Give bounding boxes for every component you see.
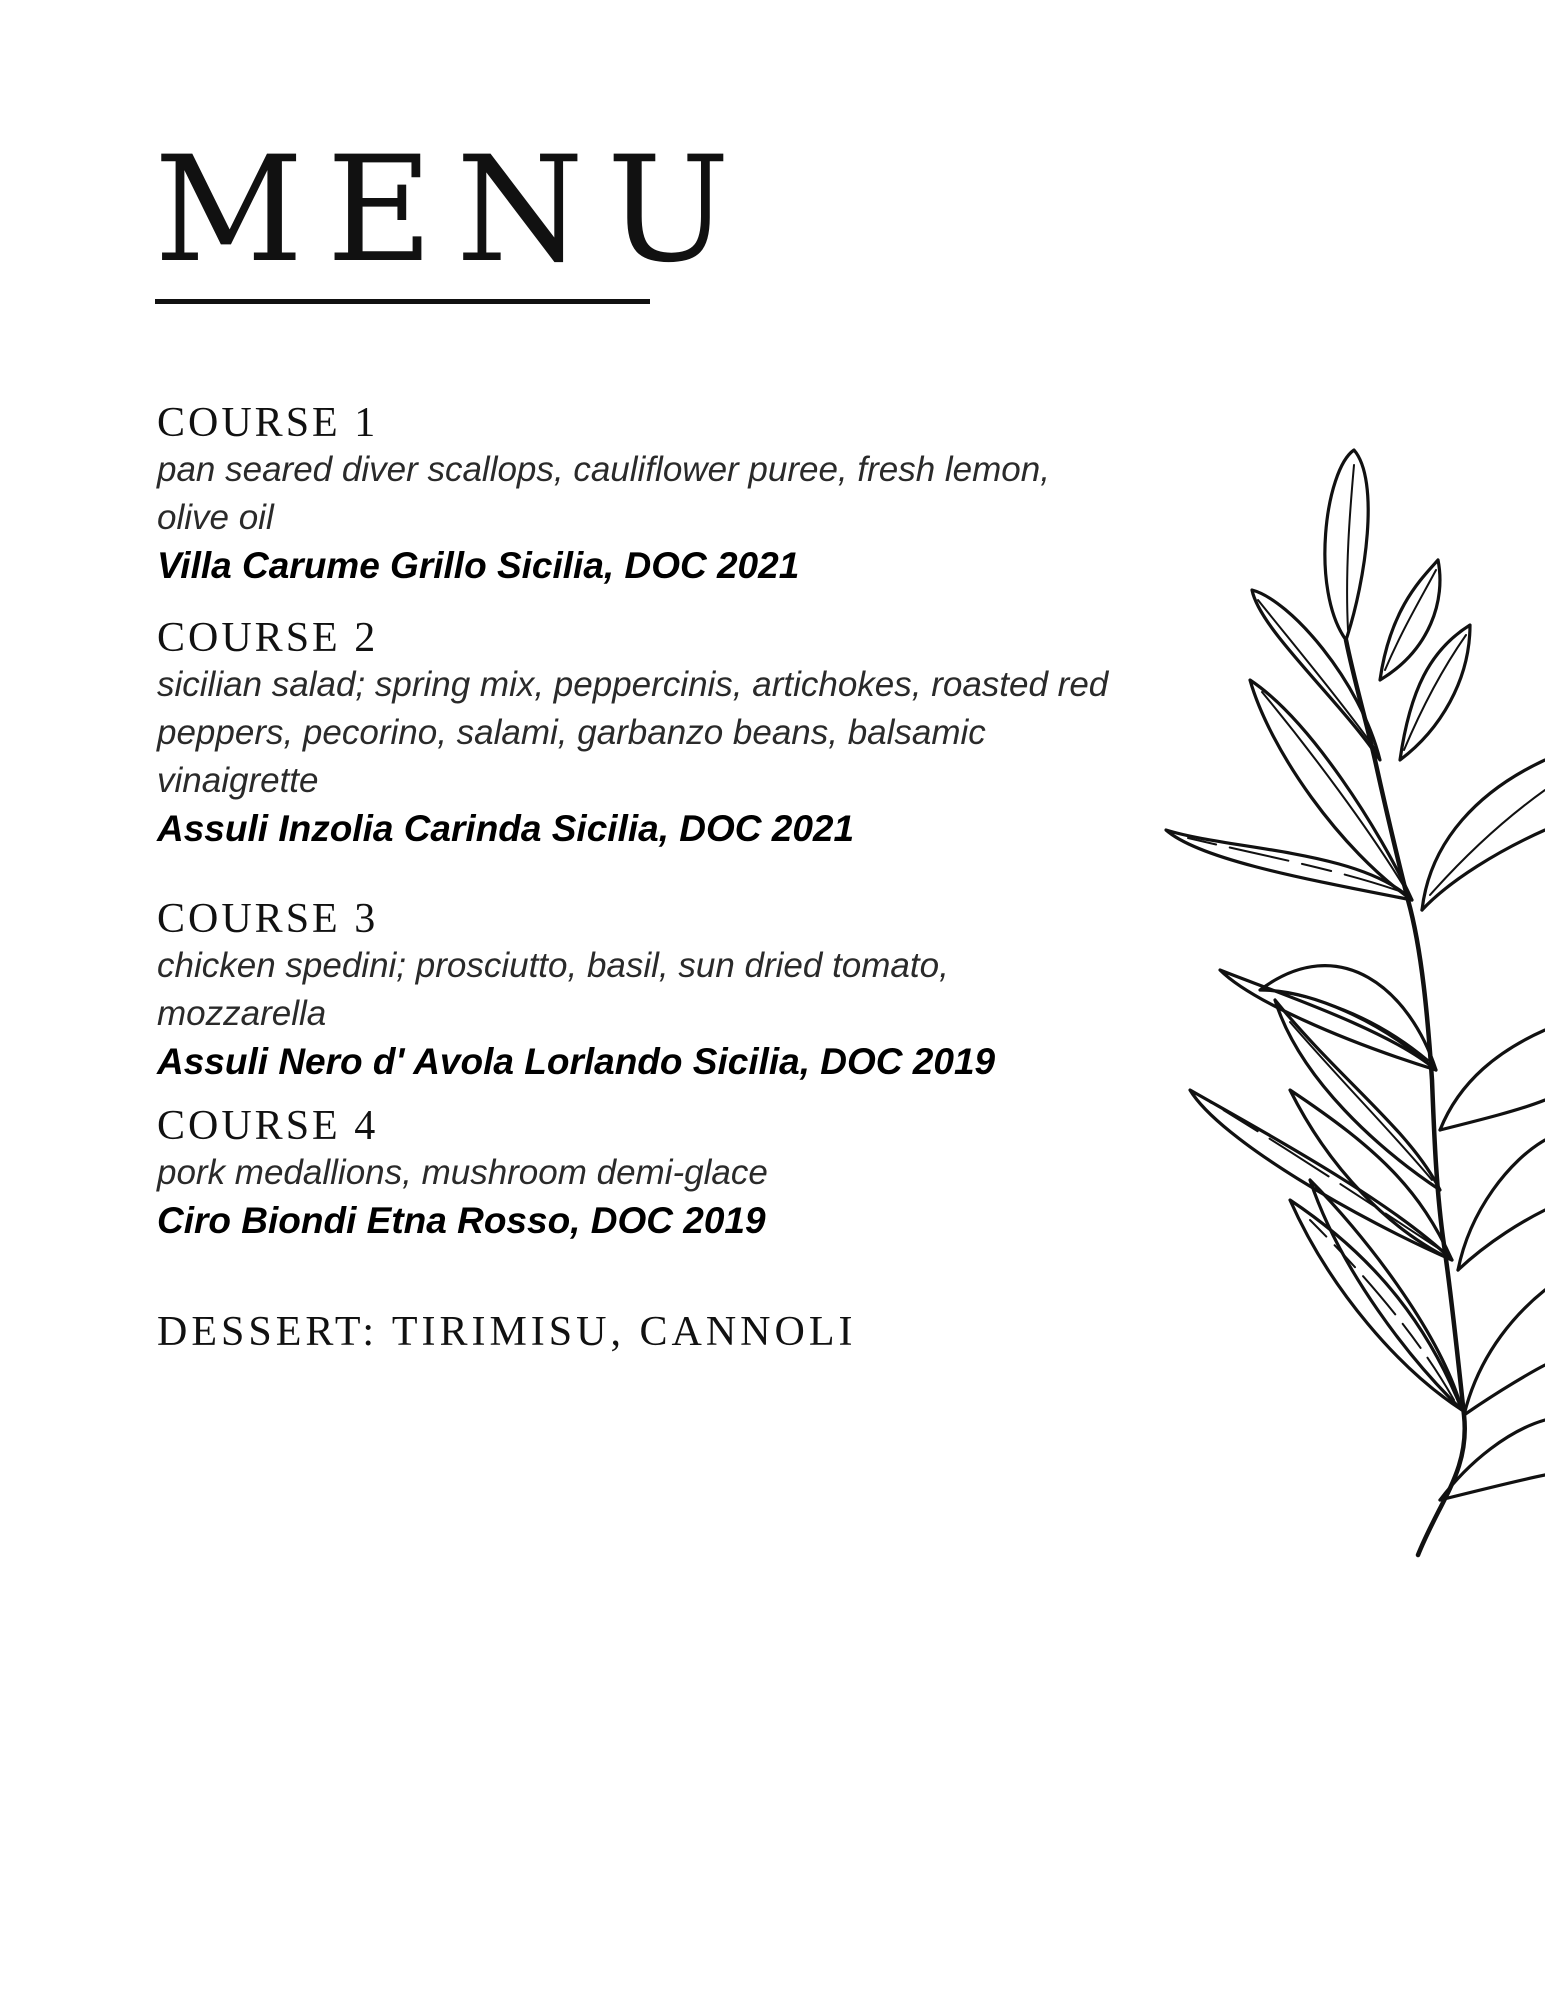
course-description: chicken spedini; prosciutto, basil, sun dried tomato, mozzarella bbox=[157, 946, 949, 1033]
course-heading: COURSE 2 bbox=[157, 615, 379, 661]
course-3 bbox=[157, 896, 1107, 1086]
olive-branch-icon bbox=[1140, 430, 1545, 1570]
course-heading: COURSE 1 bbox=[157, 400, 379, 446]
wine-pairing: Ciro Biondi Etna Rosso, DOC 2019 bbox=[157, 1200, 766, 1241]
course-heading: COURSE 3 bbox=[157, 896, 379, 942]
wine-pairing: Assuli Nero d' Avola Lorlando Sicilia, DOC 2019 bbox=[157, 1041, 996, 1082]
course-description: pork medallions, mushroom demi-glace bbox=[157, 1153, 768, 1192]
course-2 bbox=[157, 615, 1107, 853]
title-underline bbox=[155, 299, 650, 304]
course-4 bbox=[157, 1103, 1107, 1245]
wine-pairing: Villa Carume Grillo Sicilia, DOC 2021 bbox=[157, 545, 800, 586]
menu-title: MENU bbox=[154, 125, 753, 295]
course-description: sicilian salad; spring mix, peppercinis, artichokes, roasted red peppers, pecorino, salami, garbanzo beans, balsamic vinaigrette bbox=[157, 665, 1109, 800]
course-description: pan seared diver scallops, cauliflower puree, fresh lemon, olive oil bbox=[157, 450, 1050, 537]
course-1 bbox=[157, 400, 1107, 590]
wine-pairing: Assuli Inzolia Carinda Sicilia, DOC 2021 bbox=[157, 808, 855, 849]
dessert-line: DESSERT: TIRIMISU, CANNOLI bbox=[157, 1309, 857, 1355]
course-heading: COURSE 4 bbox=[157, 1103, 379, 1149]
